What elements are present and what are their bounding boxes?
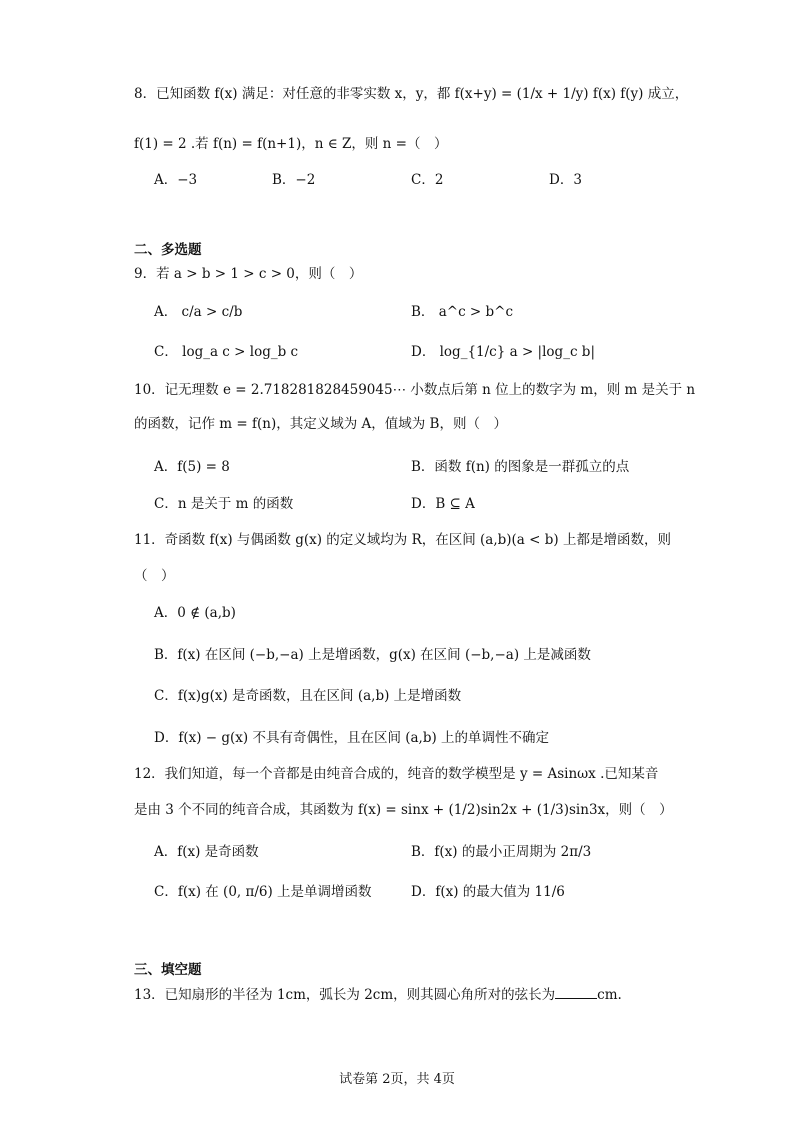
- q8-option-a: A．−3: [154, 172, 198, 188]
- q11-option-d: D．f(x) − g(x) 不具有奇偶性，且在区间 (a,b) 上的单调性不确定: [154, 730, 550, 746]
- q8-line1: 8．已知函数 f(x) 满足：对任意的非零实数 x，y，都 f(x+y) = (1/x + 1/y) f(x) f(y) 成立，: [134, 86, 689, 102]
- q11-option-a: A．0 ∉ (a,b): [154, 605, 236, 621]
- q12-option-b: B．f(x) 的最小正周期为 2π/3: [411, 844, 592, 860]
- q12-option-a: A．f(x) 是奇函数: [154, 844, 259, 860]
- q11-line2: （ ）: [134, 568, 175, 584]
- section-multiple-choice-heading: 二、多选题: [134, 242, 202, 258]
- q10-line1: 10．记无理数 e = 2.718281828459045⋯ 小数点后第 n 位上的数字为 m，则 m 是关于 n: [134, 382, 696, 398]
- section-fill-in-heading: 三、填空题: [134, 962, 202, 978]
- q12-line1: 12．我们知道，每一个音都是由纯音合成的，纯音的数学模型是 y = Asinωx .已知某音: [134, 766, 659, 782]
- q13-text-before: 13．已知扇形的半径为 1cm，弧长为 2cm，则其圆心角所对的弦长为: [134, 987, 556, 1003]
- q9-option-d: D． log_{1/c} a > |log_c b|: [411, 344, 595, 360]
- q10-option-a: A．f(5) = 8: [154, 459, 230, 475]
- q12-option-d: D．f(x) 的最大值为 11/6: [411, 884, 565, 900]
- q12-line2: 是由 3 个不同的纯音合成，其函数为 f(x) = sinx + (1/2)sin2x + (1/3)sin3x，则（ ）: [134, 802, 673, 818]
- q13-answer-blank: [555, 984, 597, 999]
- q10-option-d: D．B ⊆ A: [411, 496, 475, 512]
- q13-stem: [134, 984, 622, 1005]
- q10-option-c: C．n 是关于 m 的函数: [154, 496, 294, 512]
- q8-option-c: C．2: [411, 172, 444, 188]
- q12-option-c: C．f(x) 在 (0, π/6) 上是单调增函数: [154, 884, 372, 900]
- q11-option-c: C．f(x)g(x) 是奇函数，且在区间 (a,b) 上是增函数: [154, 688, 462, 704]
- q11-line1: 11．奇函数 f(x) 与偶函数 g(x) 的定义域均为 R，在区间 (a,b)(a < b) 上都是增函数，则: [134, 532, 671, 548]
- q9-option-a: A． c/a > c/b: [154, 304, 243, 320]
- q9-option-c: C． log_a c > log_b c: [154, 344, 299, 360]
- q13-text-after: cm.: [597, 987, 622, 1003]
- q9-stem: 9．若 a > b > 1 > c > 0，则（ ）: [134, 266, 363, 282]
- q8-option-b: B．−2: [272, 172, 316, 188]
- q10-line2: 的函数，记作 m = f(n)，其定义域为 A，值域为 B，则（ ）: [134, 416, 507, 432]
- q8-line2: f(1) = 2 .若 f(n) = f(n+1)，n ∈ Z，则 n =（ ）: [134, 136, 448, 152]
- q9-option-b: B． a^c > b^c: [411, 304, 514, 320]
- page-footer: 试卷第 2页，共 4页: [339, 1072, 455, 1087]
- q11-option-b: B．f(x) 在区间 (−b,−a) 上是增函数，g(x) 在区间 (−b,−a) 上是减函数: [154, 647, 591, 663]
- q8-option-d: D．3: [549, 172, 582, 188]
- q10-option-b: B．函数 f(n) 的图象是一群孤立的点: [411, 459, 630, 475]
